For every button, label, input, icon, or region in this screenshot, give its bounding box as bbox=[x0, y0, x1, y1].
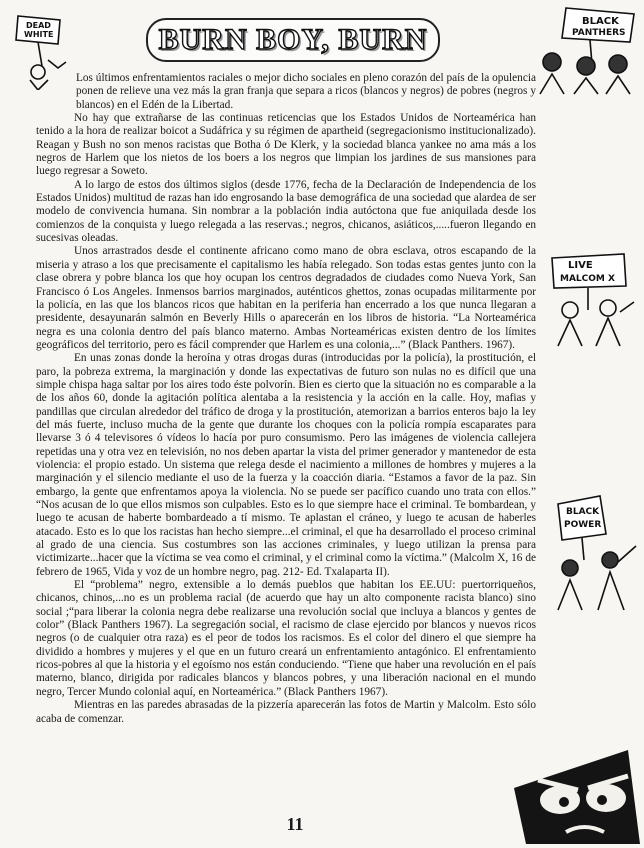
article-paragraph-3: A lo largo de estos dos últimos siglos (desde 1776, fecha de la Declaración de Independencia de los Estados Unidos) multitud de razas han ido engrosando la base demográfica de una sociedad que alardea de ser modelo de convivencia humana. Sin nombrar a la población india autóctona que fue aniquilada desde los comienzos de la conquista y luego relegada a las reservas.; negros, chicanos, asiáticos,.....fueron llegando en sucesivas oleadas. bbox=[36, 178, 536, 245]
article-paragraph-1: Los últimos enfrentamientos raciales o mejor dicho sociales en pleno corazón del país de la opulencia ponen de relieve una vez más la gran franja que separa a ricos (blancos y negros) de pobres (negros y blancos) en el Edén de la Libertad. bbox=[76, 72, 536, 111]
article-paragraph-5: En unas zonas donde la heroína y otras drogas duras (introducidas por la policía), la prostitución, el paro, la pobreza extrema, la marginación y donde las expectativas de futuro son nulas no es difícil que una simple chispa haga saltar por los aires todo éste polvorín. Bien es cierto que la situación no es comparable a la de los años 60, donde la agitación política alentaba a la resistencia y la acción en la calle. Hoy, mafias y pandillas que circulan alrededor del tráfico de droga y la prostitución, atemorizan a barrios enteros bajo la ley del más fuerte, incluso mucha de la gente que durante los choques con la policía rompía escaparates para llevarse 3 ó 4 televisores ó vídeos lo hacía por puro consumismo. Pero las imágenes de violencia callejera repetidas una y otra vez en televisión, no nos deben apartar la vista del primer generador y mantenedor de esta violencia: el propio estado. Un sistema que relega desde el nacimiento a millones de hombres y mujeres a la marginación y el silencio mediante el uso de la fuerza y la coacción diaria. “Estamos a favor de la paz. Sin embargo, la gente que enfrentamos apoya la violencia. No se puede ser pacífico cuando uno trata con ellos.” “Nos acusan de lo que ellos mismos son culpables. Esto es lo que siempre hace el criminal. Te bombardean, y luego te acusan de haberte bombardeado a tí mismo. Te aplastan el cráneo, y luego te acusan de haberles atacado. Esto es lo que los racistas han hecho siempre...el criminal, el que ha desarrollado el proceso criminal al grado de una ciencia. Sus costumbres son las acciones criminales, y luego utilizan la prensa para victimizarte...hacer que la víctima se vea como el criminal, y el criminal como la víctima.” (Malcolm X, 16 de febrero de 1965, Vida y voz de un hombre negro, pag. 212- Ed. Txalaparta II). bbox=[36, 352, 536, 578]
sign-top-left-line1: DEAD bbox=[26, 21, 51, 30]
article-paragraph-6: El “problema” negro, extensible a lo demás pueblos que habitan los EE.UU: puertorriqueños, chicanos, chinos,...no es un problema racial (de acuerdo que hay un alto componente racista blanco) sino social ;“para liberar la colonia negra debe realizarse una revolución social que incluya a blancos y gentes de color” (Black Panthers 1967). La segregación social, el racismo de clase ejercido por blancos y nuevos ricos negros (o de cualquier otra raza) es el peor de todos los racismos. Es el color del dinero el que siempre ha dividido a hombres y mujeres y el que en un futuro creará un enfrentamiento antagónico. El enfrentamiento ricos-pobres al que la historia y el egoísmo nos están conduciendo. “Tiene que haber una revolución en el país materno, blanco, dirigida por radicales blancos y blancos pobres, y una liberación nacional en el mundo negro, Tercer Mundo colonial aquí, en Norteamérica.” (Black Panthers 1967). bbox=[36, 579, 536, 698]
article-paragraph-4: Unos arrastrados desde el continente africano como mano de obra esclava, otros escapando de la miseria y atraso a los que precisamente el capitalismo les había relegado. Son todas estas gentes junto con la clase obrera y pobre blanca los que hoy ocupan los centros degradados de ciudades como Nueva York, San Francisco ó Los Angeles. Inmensos barrios marginados, auténticos ghettos, zonas ocupadas militarmente por la policía, en las que los blancos ricos que habitan en la periferia han encerrado a los que nunca llegaran a presidente, desayunarán salmón en Beverly Hills o aparecerán en los libros de historia. “La Norteamérica negra es una colonia dentro del país blanco materno. Ambas Norteaméricas existen dentro de los límites geográficos del territorio, pero es fácil comprender que Harlem es una colonia,...” (Black Panthers. 1967). bbox=[36, 245, 536, 351]
angry-face-illustration bbox=[508, 748, 642, 846]
black-panthers-sign-illustration bbox=[530, 4, 642, 96]
sign-middle-right-line1: LIVE bbox=[568, 260, 593, 271]
sign-middle-right-line2: MALCOM X bbox=[560, 274, 615, 284]
article-body bbox=[36, 72, 536, 726]
black-power-sign-illustration bbox=[540, 494, 640, 614]
title-banner bbox=[146, 18, 440, 62]
article-paragraph-7: Mientras en las paredes abrasadas de la pizzería aparecerán las fotos de Martin y Malcolm. Esto sólo acaba de comenzar. bbox=[36, 699, 536, 725]
sign-lower-right-line2: POWER bbox=[564, 520, 602, 530]
sign-top-right-line2: PANTHERS bbox=[572, 28, 626, 38]
page-number: 11 bbox=[286, 814, 304, 834]
sign-lower-right-line1: BLACK bbox=[566, 507, 600, 517]
article-paragraph-2: No hay que extrañarse de las continuas reticencias que los Estados Unidos de Norteamérica han tenido a la hora de realizar boicot a Sudáfrica y su régimen de apartheid (segregacionismo institucionalizado). Reagan y Bush no son menos racistas que Botha ó De Klerk, y la sociedad blanca yankee no ama más a los negros de Harlem que los nietos de los boers a los negros que limpian los jardines de sus mansiones para luego regresar a Soweto. bbox=[36, 112, 536, 178]
page-title: BURN BOY, BURN bbox=[158, 23, 428, 56]
live-malcom-x-sign-illustration bbox=[546, 252, 638, 348]
sign-top-left-line2: WHITE bbox=[24, 30, 54, 39]
sign-top-right-line1: BLACK bbox=[582, 16, 619, 27]
